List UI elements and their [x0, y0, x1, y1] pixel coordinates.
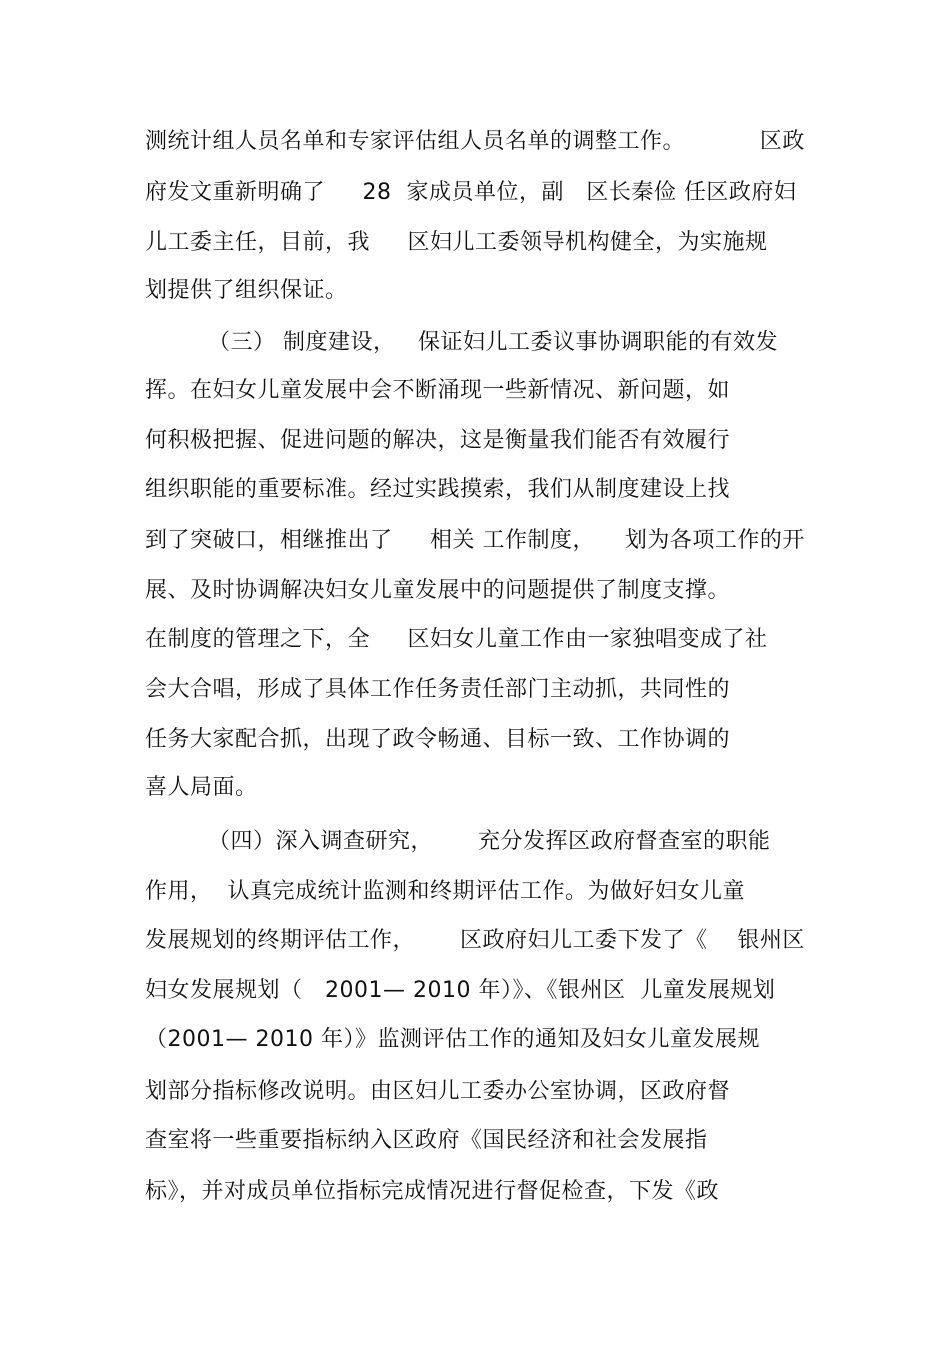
text-line: 到了突破口，相继推出了 相关 工作制度， 划为各项工作的开	[145, 528, 805, 553]
text-line: 作用， 认真完成统计监测和终期评估工作。为做好妇女儿童	[145, 879, 745, 904]
text-line: 展、及时协调解决妇女儿童发展中的问题提供了制度支撑。	[145, 578, 731, 603]
paragraph-heading-line: （三） 制度建设， 保证妇儿工委议事协调职能的有效发	[208, 330, 778, 355]
text-line: 挥。在妇女儿童发展中会不断涌现一些新情况、新问题，如	[145, 378, 731, 403]
text-line: （2001— 2010 年）》监测评估工作的通知及妇女儿童发展规	[145, 1027, 760, 1052]
text-line: 妇女发展规划（ 2001— 2010 年）》、《银州区 儿童发展规划	[145, 978, 776, 1003]
text-line: 任务大家配合抓，出现了政令畅通、目标一致、工作协调的	[145, 727, 731, 752]
text-line: 会大合唱，形成了具体工作任务责任部门主动抓，共同性的	[145, 677, 731, 702]
text-line: 喜人局面。	[145, 775, 258, 800]
text-line: 府发文重新明确了 28 家成员单位，副 区长秦俭 任区政府妇	[145, 180, 797, 205]
text-line: 组织职能的重要标准。经过实践摸索，我们从制度建设上找	[145, 477, 731, 502]
text-line: 划部分指标修改说明。由区妇儿工委办公室协调，区政府督	[145, 1079, 731, 1104]
text-line: 标》，并对成员单位指标完成情况进行督促检查，下发《政	[145, 1179, 720, 1204]
text-line: 划提供了组织保证。	[145, 278, 348, 303]
text-line: 测统计组人员名单和专家评估组人员名单的调整工作。 区政	[145, 129, 805, 154]
text-line: 在制度的管理之下，全 区妇女儿童工作由一家独唱变成了社	[145, 627, 768, 652]
text-line: 发展规划的终期评估工作， 区政府妇儿工委下发了《 银州区	[145, 928, 805, 953]
text-line: 查室将一些重要指标纳入区政府《国民经济和社会发展指	[145, 1128, 708, 1153]
text-line: 何积极把握、促进问题的解决，这是衡量我们能否有效履行	[145, 428, 731, 453]
paragraph-heading-line: （四）深入调查研究， 充分发挥区政府督查室的职能	[208, 829, 771, 854]
text-line: 儿工委主任，目前，我 区妇儿工委领导机构健全，为实施规	[145, 230, 768, 255]
